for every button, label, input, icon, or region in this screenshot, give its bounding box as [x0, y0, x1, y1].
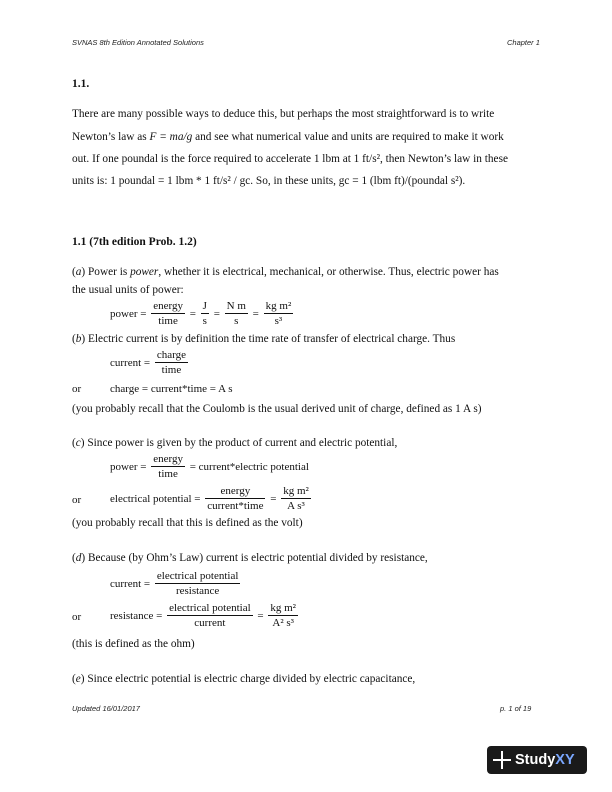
fraction: [201, 299, 209, 328]
numerator: J: [202, 300, 207, 312]
text-span: and see what numerical value and units are required to make it work: [192, 131, 504, 143]
or-label: or: [72, 611, 82, 623]
brand-xy: XY: [555, 752, 575, 768]
numerator: kg m²: [283, 485, 309, 497]
text-span: Since electric potential is electric charge divided by electric capacitance,: [84, 673, 416, 685]
fraction: [281, 484, 311, 513]
part-c-line: (c) Since power is given by the product of current and electric potential,: [72, 437, 398, 449]
part-d-line: (d) Because (by Ohm’s Law) current is electric potential divided by resistance,: [72, 552, 428, 564]
numerator: electrical potential: [156, 570, 239, 582]
equation-charge: charge = current*time = A s: [110, 383, 233, 395]
text-span: Newton’s law as: [72, 131, 150, 143]
text-span: Electric current is by definition the time rate of transfer of electrical charge. Thus: [85, 333, 456, 345]
equation-current: [110, 348, 190, 377]
part-label: d: [75, 552, 82, 564]
numerator: N m: [226, 300, 246, 312]
footer-right: p. 1 of 19: [500, 704, 532, 713]
equation-electrical-potential: [110, 484, 313, 513]
equation-resistance: [110, 601, 300, 630]
eq-rhs: = current*electric potential: [189, 460, 309, 473]
fraction: [225, 299, 248, 328]
brand-word: Study: [515, 752, 556, 768]
numerator: energy: [153, 453, 183, 465]
denominator: time: [158, 315, 178, 327]
note-line: (this is defined as the ohm): [72, 638, 195, 650]
part-b-line: (b) Electric current is by definition the time rate of transfer of electrical charge. Thus: [72, 333, 456, 345]
footer-left: Updated 16/01/2017: [72, 704, 140, 713]
fraction: [268, 601, 298, 630]
equation-power-current: [110, 452, 309, 481]
eq-lhs: resistance: [110, 609, 154, 622]
part-a-line: (a) Power is power, whether it is electrical, mechanical, or otherwise. Thus, electric power has: [72, 266, 499, 278]
brand-text: [515, 752, 575, 768]
note-line: (you probably recall that this is defined as the volt): [72, 517, 303, 529]
text-span: Since power is given by the product of current and electric potential,: [84, 437, 398, 449]
paragraph-line: There are many possible ways to deduce this, but perhaps the most straightforward is to write: [72, 108, 495, 120]
numerator: energy: [205, 484, 265, 499]
fraction: [151, 452, 185, 481]
eq-equals: =: [140, 460, 147, 473]
denominator: s: [234, 315, 239, 327]
eq-equals: =: [213, 307, 220, 320]
numerator: kg m²: [265, 300, 292, 312]
paragraph-line: [72, 131, 504, 143]
part-label: c: [75, 437, 81, 449]
denominator: s: [202, 315, 207, 327]
or-label: or: [72, 494, 82, 506]
eq-equals: =: [156, 609, 163, 622]
paragraph-line: out. If one poundal is the force required to accelerate 1 lbm at 1 ft/s², then Newton’s law in these: [72, 153, 508, 165]
eq-equals: =: [143, 356, 151, 369]
denominator: resistance: [175, 585, 220, 597]
eq-lhs: power: [110, 307, 138, 320]
note-line: (you probably recall that the Coulomb is the usual derived unit of charge, defined as 1 A s): [72, 403, 482, 415]
numerator: kg m²: [270, 602, 296, 614]
denominator: current*time: [207, 500, 264, 512]
section-heading-1: 1.1.: [72, 78, 90, 90]
part-label: b: [75, 333, 82, 345]
eq-lhs: power: [110, 460, 138, 473]
eq-equals: =: [140, 307, 147, 320]
eq-equals: =: [194, 492, 201, 505]
plus-icon: [491, 749, 513, 771]
part-label: e: [75, 673, 81, 685]
or-label: or: [72, 383, 82, 395]
equation-ohms-law: [110, 569, 242, 598]
header-left: SVNAS 8th Edition Annotated Solutions: [72, 38, 204, 47]
denominator: current: [194, 617, 226, 629]
denominator: s³: [274, 315, 283, 327]
denominator: time: [161, 364, 182, 376]
eq-lhs: current: [110, 356, 142, 369]
numerator: energy: [153, 300, 183, 312]
fraction: [205, 484, 265, 513]
eq-equals: =: [143, 577, 151, 590]
part-label: a: [75, 266, 82, 278]
fraction: [264, 299, 294, 328]
eq-equals: =: [257, 609, 264, 622]
eq-lhs: current: [110, 577, 142, 590]
part-a-line: the usual units of power:: [72, 284, 184, 296]
fraction: [155, 569, 241, 598]
eq-equals: =: [189, 307, 196, 320]
fraction: [151, 299, 185, 328]
numerator: electrical potential: [169, 602, 251, 614]
eq-equals: =: [252, 307, 259, 320]
text-span: , whether it is electrical, mechanical, or otherwise. Thus, electric power has: [158, 266, 499, 278]
text-span: Power is: [85, 266, 131, 278]
equation-inline: F = ma/g: [149, 131, 193, 143]
eq-equals: =: [270, 492, 277, 505]
eq-lhs: electrical potential: [110, 492, 192, 505]
paragraph-line: units is: 1 poundal = 1 lbm * 1 ft/s² / gc. So, in these units, gc = 1 (lbm ft)/(poundal s²).: [72, 175, 466, 187]
denominator: A s³: [287, 500, 305, 512]
part-e-line: (e) Since electric potential is electric charge divided by electric capacitance,: [72, 673, 416, 685]
equation-power-units: [110, 299, 295, 328]
header-right: Chapter 1: [507, 38, 540, 47]
denominator: time: [158, 468, 178, 480]
denominator: A² s³: [272, 617, 294, 629]
text-span: Because (by Ohm’s Law) current is electric potential divided by resistance,: [85, 552, 428, 564]
numerator: charge: [156, 349, 186, 361]
text-span: power: [130, 266, 159, 278]
section-heading-2: 1.1 (7th edition Prob. 1.2): [72, 236, 197, 248]
fraction: [155, 348, 188, 377]
studyxy-logo[interactable]: [487, 746, 587, 774]
fraction: [167, 601, 253, 630]
